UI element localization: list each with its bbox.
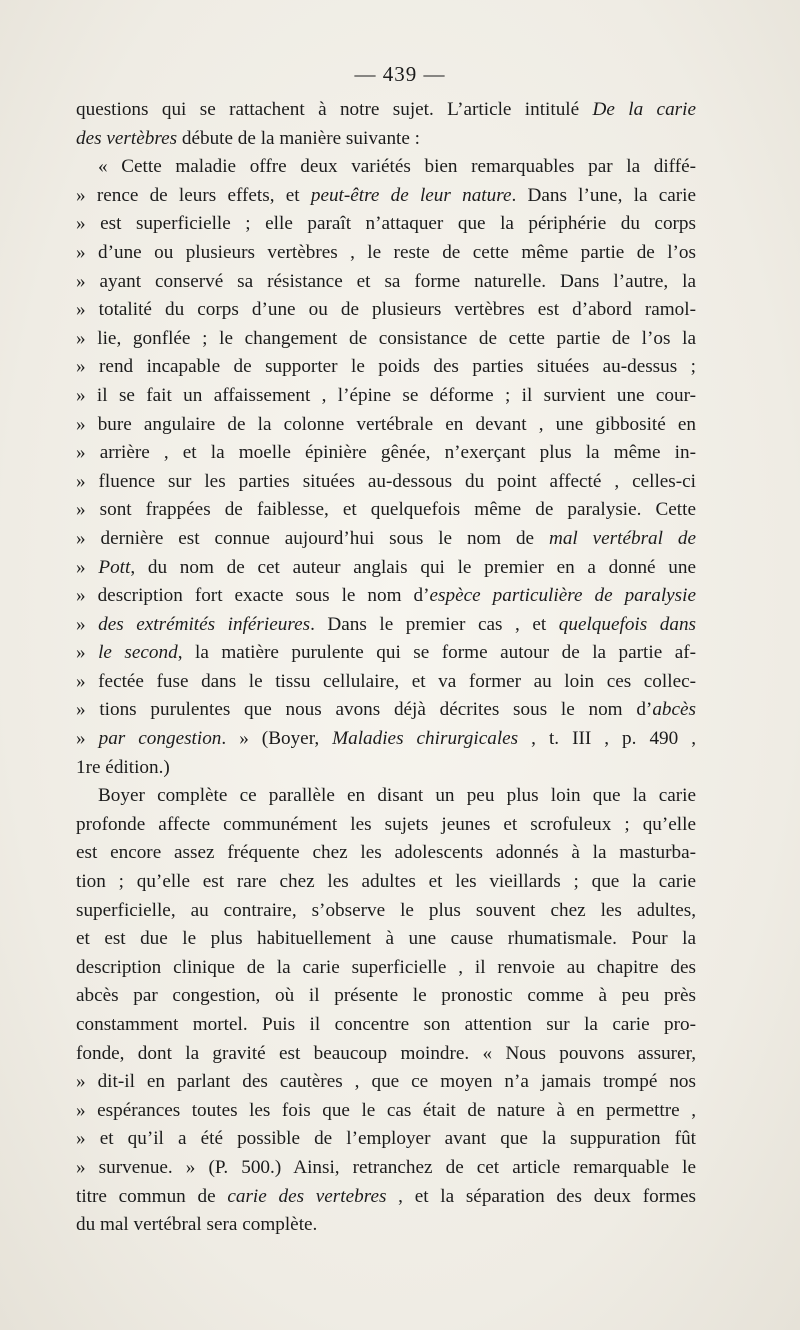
- text-span: du mal vertébral sera complète.: [76, 1214, 318, 1236]
- text-line: [76, 325, 696, 354]
- text-line: [76, 1211, 696, 1240]
- text-span: » espérances toutes les fois que le cas était de nature à en permettre ,: [76, 1099, 696, 1121]
- text-span: » bure angulaire de la colonne vertébrale en devant , une gibbosité en: [76, 413, 696, 435]
- text-span: , t. III , p. 490 ,: [518, 728, 696, 750]
- text-line: [76, 1183, 696, 1212]
- text-span: » dernière est connue aujourd’hui sous le nom de: [76, 527, 549, 549]
- text-span: »: [76, 728, 99, 750]
- text-line: [76, 96, 696, 125]
- text-span: fonde, dont la gravité est beaucoup moindre. « Nous pouvons assurer,: [76, 1042, 696, 1064]
- text-line: [76, 1125, 696, 1154]
- text-span: » description fort exacte sous le nom d’: [76, 585, 430, 607]
- text-line: [76, 868, 696, 897]
- text-span: . Dans le premier cas , et: [310, 613, 559, 635]
- text-line: [76, 525, 696, 554]
- text-span: , et la séparation des deux formes: [386, 1185, 696, 1207]
- text-line: [76, 1154, 696, 1183]
- page-number: — 439 —: [354, 62, 446, 86]
- italic-span: le second: [98, 642, 178, 664]
- text-span: abcès par congestion, où il présente le pronostic comme à peu près: [76, 985, 696, 1007]
- italic-span: carie des vertebres: [227, 1185, 387, 1207]
- text-line: [76, 182, 696, 211]
- text-line: [76, 582, 696, 611]
- text-line: [76, 1040, 696, 1069]
- text-line: [76, 382, 696, 411]
- text-line: [76, 754, 696, 783]
- text-span: questions qui se rattachent à notre sujet. L’article intitulé: [76, 99, 593, 120]
- text-span: » est superficielle ; elle paraît n’attaquer que la périphérie du corps: [76, 213, 696, 235]
- text-span: » survenue. » (P. 500.) Ainsi, retranchez de cet article remarquable le: [76, 1156, 696, 1178]
- text-line: [76, 839, 696, 868]
- text-span: . » (Boyer,: [221, 728, 333, 750]
- text-span: , la matière purulente qui se forme autour de la partie af-: [177, 642, 696, 664]
- text-line: [76, 954, 696, 983]
- italic-span: mal vertébral de: [548, 527, 696, 549]
- text-line: [76, 639, 696, 668]
- text-line: [76, 296, 696, 325]
- text-span: » totalité du corps d’une ou de plusieurs vertèbres est d’abord ramol-: [76, 299, 696, 321]
- text-span: superficielle, au contraire, s’observe le plus souvent chez les adultes,: [76, 899, 696, 921]
- text-line: [76, 668, 696, 697]
- text-span: . Dans l’une, la carie: [511, 184, 696, 206]
- text-span: » il se fait un affaissement , l’épine se déforme ; il survient une cour-: [76, 384, 696, 406]
- text-span: et est due le plus habituellement à une cause rhumatismale. Pour la: [76, 928, 696, 950]
- text-line: [76, 1097, 696, 1126]
- text-line: [76, 811, 696, 840]
- italic-span: par congestion: [98, 728, 222, 750]
- text-span: 1re édition.): [76, 756, 170, 778]
- text-span: Boyer complète ce parallèle en disant un peu plus loin que la carie: [98, 785, 696, 807]
- text-line: [76, 982, 696, 1011]
- text-line: [76, 125, 696, 154]
- text-line: [76, 782, 696, 811]
- text-line: [76, 153, 696, 182]
- text-span: » fectée fuse dans le tissu cellulaire, et va former au loin ces collec-: [76, 670, 696, 692]
- italic-span: quelquefois dans: [558, 613, 696, 635]
- italic-span: des extrémités inférieures: [98, 613, 311, 635]
- text-span: » d’une ou plusieurs vertèbres , le reste de cette même partie de l’os: [76, 241, 696, 263]
- italic-span: De la carie: [592, 99, 696, 120]
- text-span: « Cette maladie offre deux variétés bien remarquables par la diffé-: [98, 156, 696, 178]
- text-line: [76, 353, 696, 382]
- text-line: [76, 1011, 696, 1040]
- italic-span: des vertèbres: [76, 127, 178, 149]
- text-line: [76, 496, 696, 525]
- text-span: tion ; qu’elle est rare chez les adultes et les vieillards ; que la carie: [76, 871, 696, 893]
- text-span: » arrière , et la moelle épinière gênée, n’exerçant plus la même in-: [76, 442, 696, 464]
- italic-span: Maladies chirurgicales: [332, 728, 519, 750]
- text-span: » dit-il en parlant des cautères , que ce moyen n’a jamais trompé nos: [76, 1071, 696, 1093]
- text-span: » rend incapable de supporter le poids des parties situées au-dessus ;: [76, 356, 696, 378]
- text-span: profonde affecte communément les sujets jeunes et scrofuleux ; qu’elle: [76, 813, 696, 835]
- text-line: [76, 611, 696, 640]
- text-span: » tions purulentes que nous avons déjà décrites sous le nom d’: [76, 699, 653, 721]
- text-line: [76, 725, 696, 754]
- text-span: , du nom de cet auteur anglais qui le premier en a donné une: [130, 556, 696, 578]
- text-line: [76, 925, 696, 954]
- text-line: [76, 268, 696, 297]
- text-span: » lie, gonflée ; le changement de consistance de cette partie de l’os la: [76, 327, 696, 349]
- text-span: »: [76, 556, 99, 578]
- text-span: titre commun de: [76, 1185, 228, 1207]
- text-span: débute de la manière suivante :: [177, 127, 421, 149]
- italic-span: Pott: [98, 556, 131, 578]
- text-line: [76, 411, 696, 440]
- text-line: [76, 239, 696, 268]
- text-span: »: [76, 613, 99, 635]
- text-line: [76, 1068, 696, 1097]
- text-line: [76, 468, 696, 497]
- text-line: [76, 696, 696, 725]
- italic-span: peut-être de leur nature: [310, 184, 512, 206]
- text-line: [76, 554, 696, 583]
- text-span: constamment mortel. Puis il concentre son attention sur la carie pro-: [76, 1014, 696, 1035]
- text-span: » sont frappées de faiblesse, et quelquefois même de paralysie. Cette: [76, 499, 696, 521]
- italic-span: espèce particulière de paralysie: [429, 585, 696, 607]
- text-span: » et qu’il a été possible de l’employer avant que la suppuration fût: [76, 1128, 696, 1150]
- text-span: » rence de leurs effets, et: [76, 184, 311, 206]
- body-text: [76, 96, 696, 1240]
- italic-span: abcès: [652, 699, 696, 721]
- text-line: [76, 210, 696, 239]
- text-span: » ayant conservé sa résistance et sa forme naturelle. Dans l’autre, la: [76, 270, 696, 292]
- text-line: [76, 439, 696, 468]
- text-span: est encore assez fréquente chez les adolescents adonnés à la masturba-: [76, 842, 696, 864]
- text-span: » fluence sur les parties situées au-dessous du point affecté , celles-ci: [76, 470, 696, 492]
- text-line: [76, 897, 696, 926]
- text-span: »: [76, 642, 99, 664]
- text-span: description clinique de la carie superficielle , il renvoie au chapitre des: [76, 956, 696, 978]
